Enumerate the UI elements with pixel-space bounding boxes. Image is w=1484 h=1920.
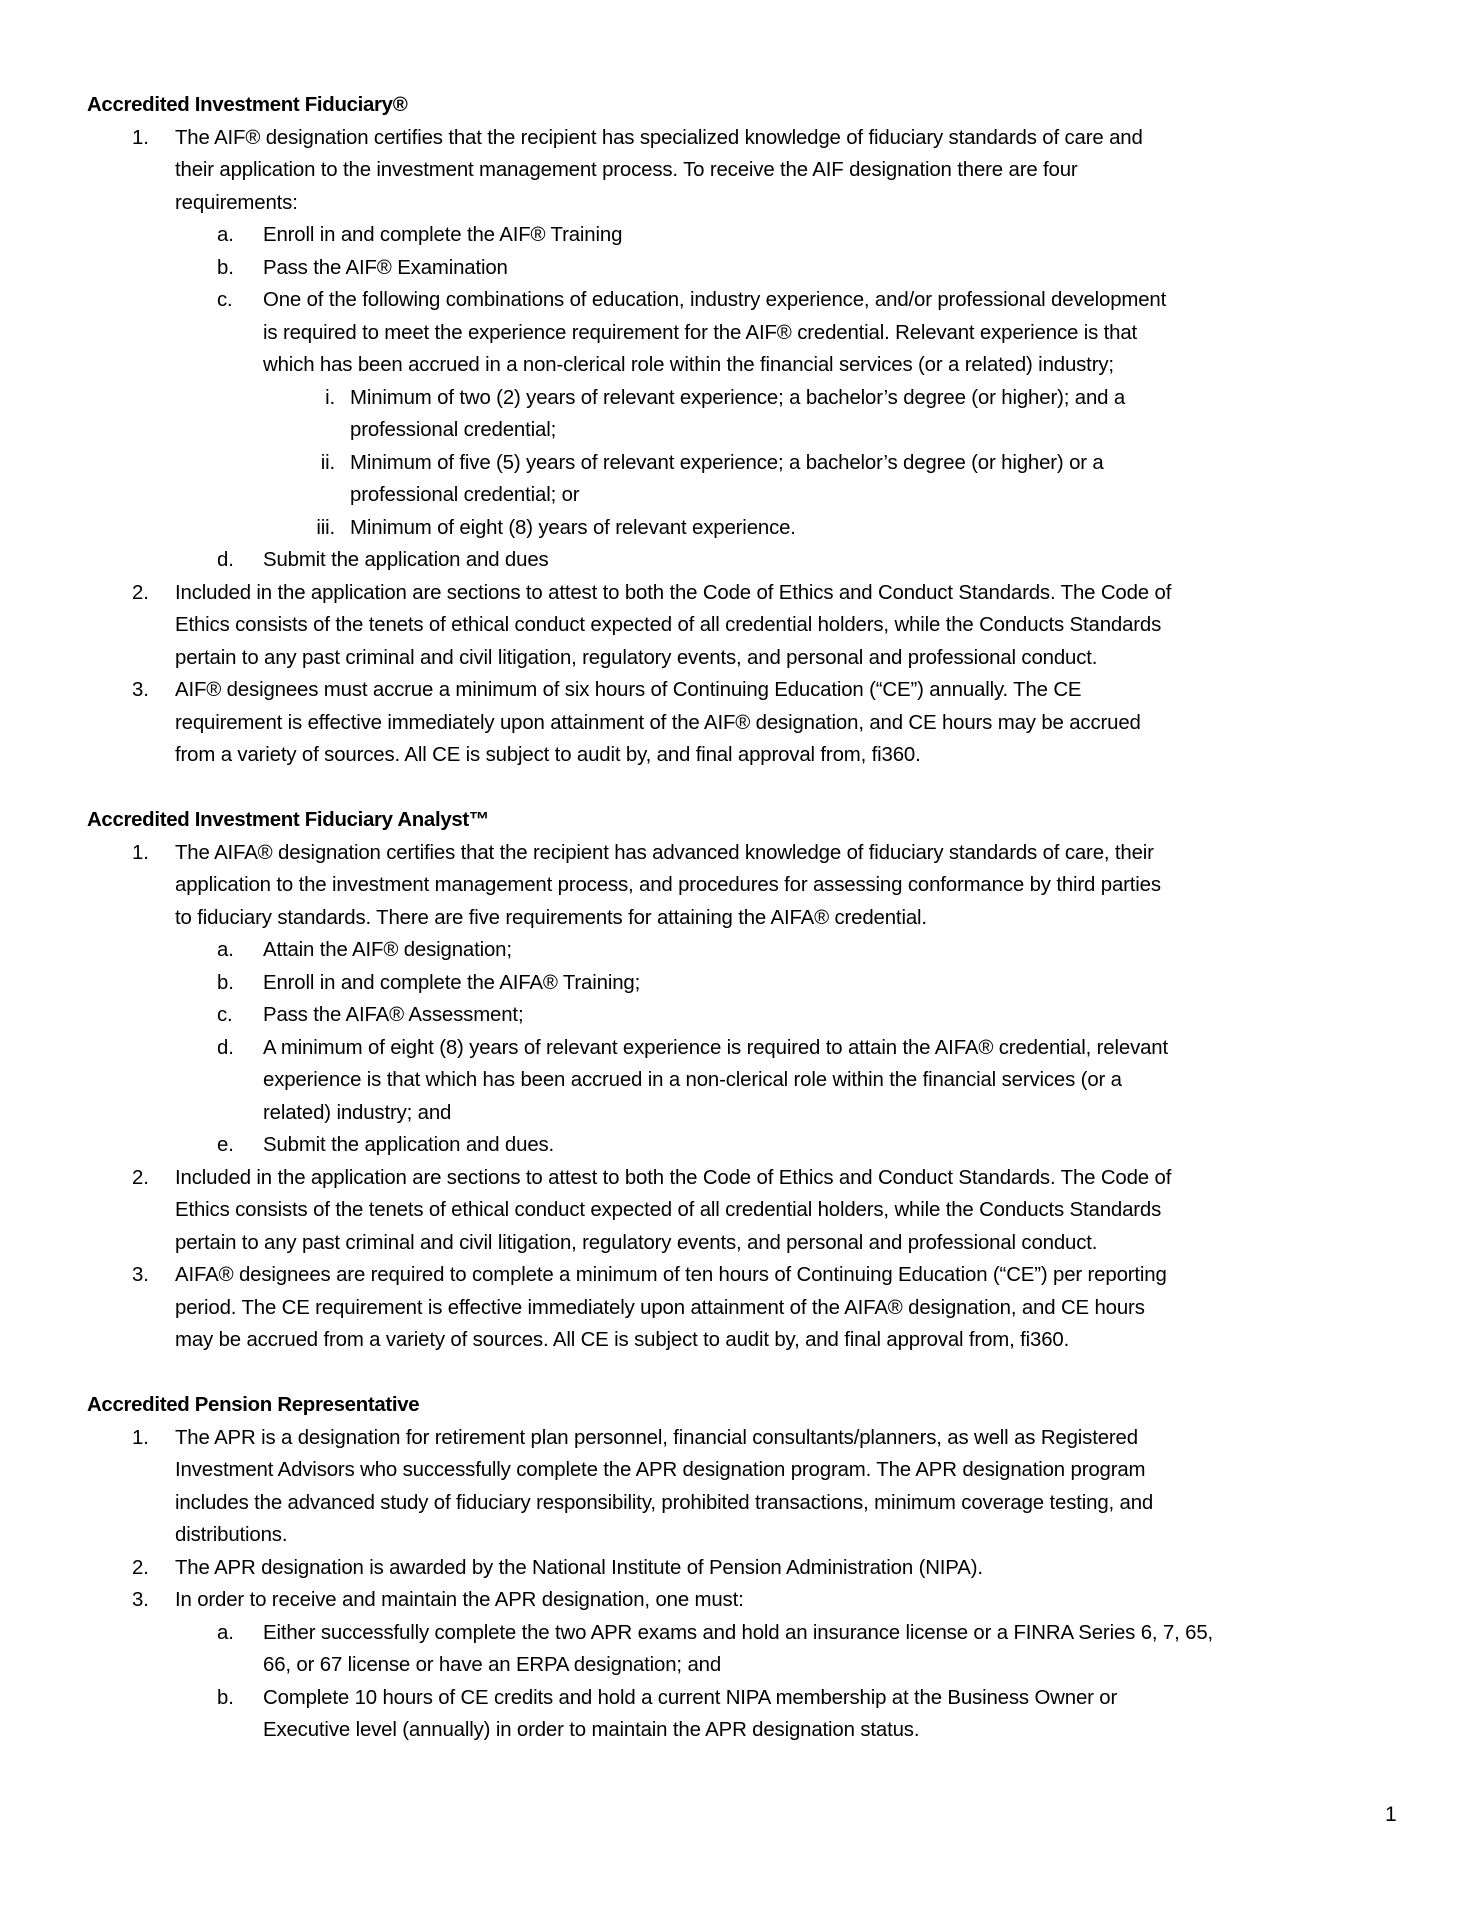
item-text: AIF® designees must accrue a minimum of six hours of Continuing Education (“CE”) annually. The CE xyxy=(175,679,1082,701)
list-item xyxy=(0,674,1484,772)
item-text: The AIFA® designation certifies that the recipient has advanced knowledge of fiduciary standards of care, their xyxy=(175,841,1154,864)
item-text: One of the following combinations of education, industry experience, and/or professional development xyxy=(263,289,1167,311)
list-marker: b. xyxy=(217,256,234,279)
item-text: Minimum of five (5) years of relevant experience; a bachelor’s degree (or higher) or a xyxy=(350,451,1104,474)
section-heading: Accredited Investment Fiduciary Analyst™ xyxy=(87,809,489,831)
item-text: The AIF® designation certifies that the recipient has specialized knowledge of fiduciary standards of care and xyxy=(175,126,1143,149)
item-text: Pass the AIF® Examination xyxy=(263,256,508,279)
item-text: AIFA® designees are required to complete a minimum of ten hours of Continuing Education (“CE”) per reporting xyxy=(175,1264,1167,1286)
list-item xyxy=(0,577,1484,675)
item-text: Enroll in and complete the AIF® Training xyxy=(263,224,623,246)
item-text: their application to the investment management process. To receive the AIF designation there are four xyxy=(175,159,1078,181)
item-text: Ethics consists of the tenets of ethical conduct expected of all credential holders, while the Conducts Standards xyxy=(175,614,1162,636)
list-marker: 3. xyxy=(132,1264,149,1286)
item-text: 66, or 67 license or have an ERPA designation; and xyxy=(263,1654,722,1676)
section-spacer xyxy=(0,1357,1484,1390)
item-text: is required to meet the experience requirement for the AIF® credential. Relevant experience is that xyxy=(263,321,1138,344)
list-marker: 2. xyxy=(132,581,149,604)
item-text: Submit the application and dues. xyxy=(263,1134,555,1156)
item-text: Attain the AIF® designation; xyxy=(263,939,512,961)
list-marker: i. xyxy=(325,386,335,409)
item-text: professional credential; or xyxy=(350,484,580,506)
section-heading: Accredited Investment Fiduciary® xyxy=(87,94,408,116)
item-text: distributions. xyxy=(175,1524,288,1546)
item-text: period. The CE requirement is effective immediately upon attainment of the AIFA® designation, and CE hours xyxy=(175,1296,1145,1319)
list-item xyxy=(0,1584,1484,1747)
list-item xyxy=(0,837,1484,1162)
list-item xyxy=(0,122,1484,577)
item-text: Minimum of two (2) years of relevant experience; a bachelor’s degree (or higher); and a xyxy=(350,386,1126,409)
item-text: Submit the application and dues xyxy=(263,549,549,571)
section-heading: Accredited Pension Representative xyxy=(87,1394,420,1416)
list-item xyxy=(0,1259,1484,1357)
list-marker: 2. xyxy=(132,1556,149,1579)
list-marker: c. xyxy=(217,1004,233,1026)
list-marker: 2. xyxy=(132,1166,149,1189)
section-aifa xyxy=(0,804,1484,1357)
list-marker: iii. xyxy=(316,516,335,539)
list-item xyxy=(0,1422,1484,1552)
list-marker: a. xyxy=(217,939,234,961)
item-text: professional credential; xyxy=(350,419,557,441)
item-text: Minimum of eight (8) years of relevant experience. xyxy=(350,516,796,539)
list-marker: d. xyxy=(217,1036,234,1059)
item-text: requirement is effective immediately upon attainment of the AIF® designation, and CE hours may be accrued xyxy=(175,711,1141,734)
list-marker: ii. xyxy=(320,451,335,474)
list-marker: 1. xyxy=(132,1426,149,1449)
section-aif xyxy=(0,89,1484,772)
section-apr xyxy=(0,1389,1484,1747)
item-text: The APR is a designation for retirement plan personnel, financial consultants/planners, as well as Registered xyxy=(175,1426,1138,1449)
list-marker: b. xyxy=(217,1686,234,1709)
item-text: Ethics consists of the tenets of ethical conduct expected of all credential holders, while the Conducts Standards xyxy=(175,1199,1162,1221)
list-marker: a. xyxy=(217,1621,234,1644)
list-marker: 1. xyxy=(132,841,149,864)
item-text: pertain to any past criminal and civil litigation, regulatory events, and personal and professional conduct. xyxy=(175,1231,1098,1254)
item-text: Complete 10 hours of CE credits and hold a current NIPA membership at the Business Owner or xyxy=(263,1686,1118,1709)
item-text: experience is that which has been accrued in a non-clerical role within the financial services (or a xyxy=(263,1069,1122,1091)
item-text: from a variety of sources. All CE is subject to audit by, and final approval from, fi360. xyxy=(175,744,921,766)
item-text: application to the investment management process, and procedures for assessing conformance by third parties xyxy=(175,874,1161,896)
list-marker: e. xyxy=(217,1134,234,1156)
list-marker: a. xyxy=(217,224,234,246)
item-text: includes the advanced study of fiduciary responsibility, prohibited transactions, minimum coverage testing, and xyxy=(175,1491,1154,1514)
item-text: Pass the AIFA® Assessment; xyxy=(263,1004,524,1026)
item-text: In order to receive and maintain the APR designation, one must: xyxy=(175,1589,744,1611)
list-marker: d. xyxy=(217,549,234,571)
item-text: Executive level (annually) in order to maintain the APR designation status. xyxy=(263,1719,920,1741)
item-text: Enroll in and complete the AIFA® Training; xyxy=(263,971,641,994)
item-text: A minimum of eight (8) years of relevant experience is required to attain the AIFA® credential, relevant xyxy=(263,1036,1169,1059)
list-marker: b. xyxy=(217,971,234,994)
item-text: requirements: xyxy=(175,191,298,214)
document-content xyxy=(0,89,1484,1747)
item-text: which has been accrued in a non-clerical role within the financial services (or a related) industry; xyxy=(263,354,1114,376)
item-text: may be accrued from a variety of sources. All CE is subject to audit by, and final approval from, fi360. xyxy=(175,1329,1070,1351)
item-text: Either successfully complete the two APR exams and hold an insurance license or a FINRA Series 6, 7, 65, xyxy=(263,1621,1214,1644)
page-number: 1 xyxy=(1385,1803,1397,1826)
list-marker: 3. xyxy=(132,679,149,701)
item-text: Investment Advisors who successfully complete the APR designation program. The APR designation program xyxy=(175,1459,1146,1481)
list-item xyxy=(0,1552,1484,1585)
item-text: related) industry; and xyxy=(263,1101,452,1124)
section-spacer xyxy=(0,772,1484,805)
item-text: Included in the application are sections to attest to both the Code of Ethics and Conduct Standards. The Code of xyxy=(175,1166,1172,1189)
list-marker: 3. xyxy=(132,1589,149,1611)
list-marker: 1. xyxy=(132,126,149,149)
list-item xyxy=(0,1162,1484,1260)
item-text: pertain to any past criminal and civil litigation, regulatory events, and personal and professional conduct. xyxy=(175,646,1098,669)
item-text: Included in the application are sections to attest to both the Code of Ethics and Conduct Standards. The Code of xyxy=(175,581,1172,604)
item-text: to fiduciary standards. There are five requirements for attaining the AIFA® credential. xyxy=(175,906,927,929)
list-marker: c. xyxy=(217,289,233,311)
item-text: The APR designation is awarded by the National Institute of Pension Administration (NIPA). xyxy=(175,1556,983,1579)
